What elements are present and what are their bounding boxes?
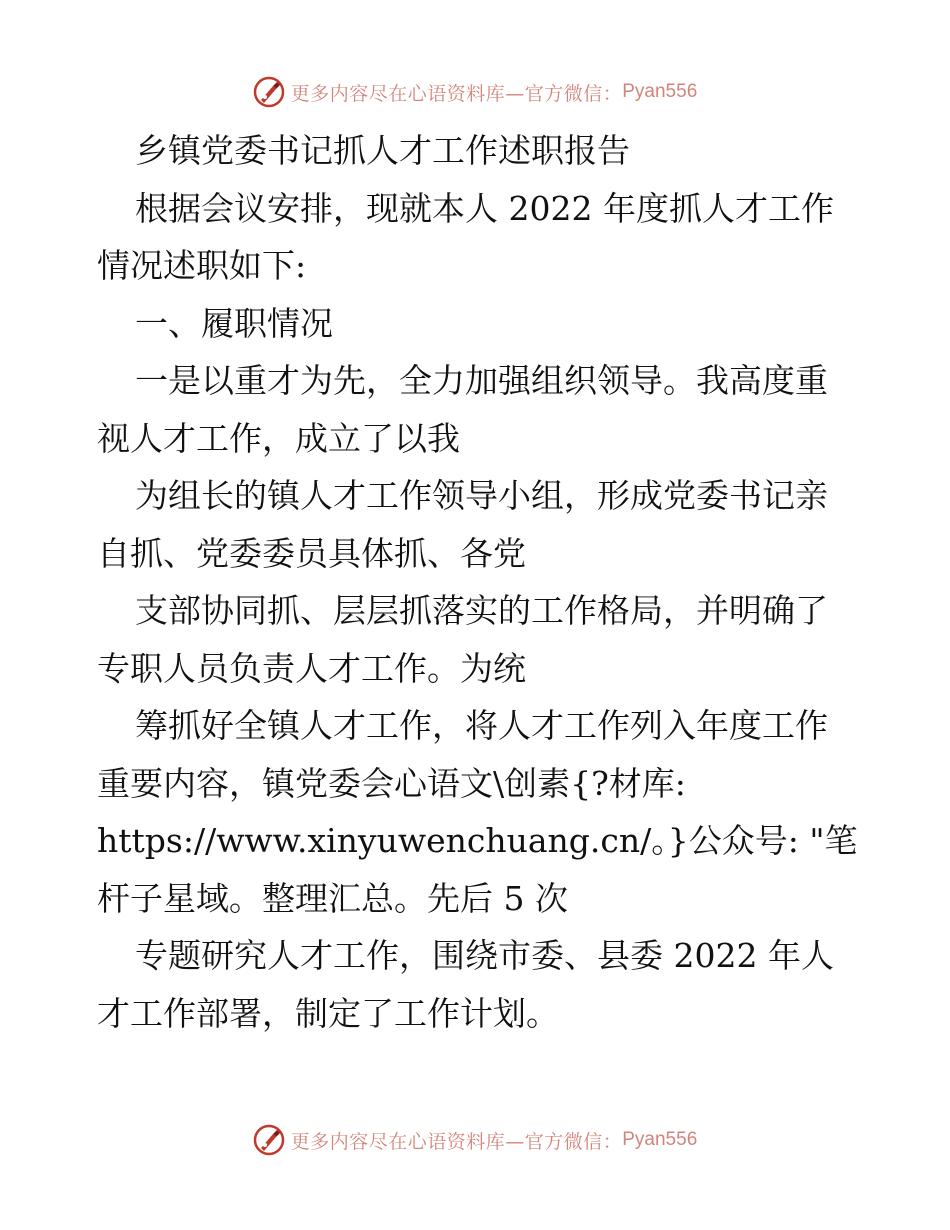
document-body — [97, 122, 857, 1042]
paragraph-line: 筹抓好全镇人才工作，将人才工作列入年度工作 — [135, 706, 828, 745]
paragraph-line: 才工作部署，制定了工作计划。 — [97, 993, 559, 1033]
paragraph-line: 专题研究人才工作，围绕市委、县委 2022 年人 — [135, 936, 834, 975]
footer-watermark — [0, 1120, 950, 1160]
paragraph-line: 根据会议安排，现就本人 2022 年度抓人才工作 — [135, 188, 834, 228]
section-heading: 一、履职情况 — [135, 303, 333, 343]
paragraph-line: 自抓、党委委员具体抓、各党 — [97, 533, 526, 573]
paragraph-line: 专职人员负责人才工作。为统 — [97, 648, 526, 688]
document-title: 乡镇党委书记抓人才工作述职报告 — [135, 131, 630, 170]
paragraph-line: 杆子星域。整理汇总。先后 5 次 — [97, 878, 568, 918]
paragraph-line: 为组长的镇人才工作领导小组，形成党委书记亲 — [135, 476, 828, 515]
watermark-wechat-id: Pyan556 — [622, 1129, 698, 1150]
watermark-wechat-id: Pyan556 — [622, 81, 698, 102]
paragraph-line: https://www.xinyuwenchuang.cn/。}公众号: "笔 — [97, 821, 858, 860]
pen-logo-icon — [253, 76, 285, 108]
paragraph-line: 一是以重才为先，全力加强组织领导。我高度重 — [135, 361, 828, 400]
pen-logo-icon — [253, 1124, 285, 1156]
watermark-text: 更多内容尽在心语资料库—官方微信： — [290, 1130, 623, 1153]
paragraph-line: 情况述职如下: — [97, 246, 307, 285]
paragraph-line: 视人才工作，成立了以我 — [97, 418, 460, 458]
watermark-text: 更多内容尽在心语资料库—官方微信： — [290, 82, 623, 105]
paragraph-line: 支部协同抓、层层抓落实的工作格局，并明确了 — [135, 591, 828, 630]
header-watermark — [0, 72, 950, 112]
paragraph-line: 重要内容，镇党委会心语文\创素{?材库: — [97, 763, 686, 803]
